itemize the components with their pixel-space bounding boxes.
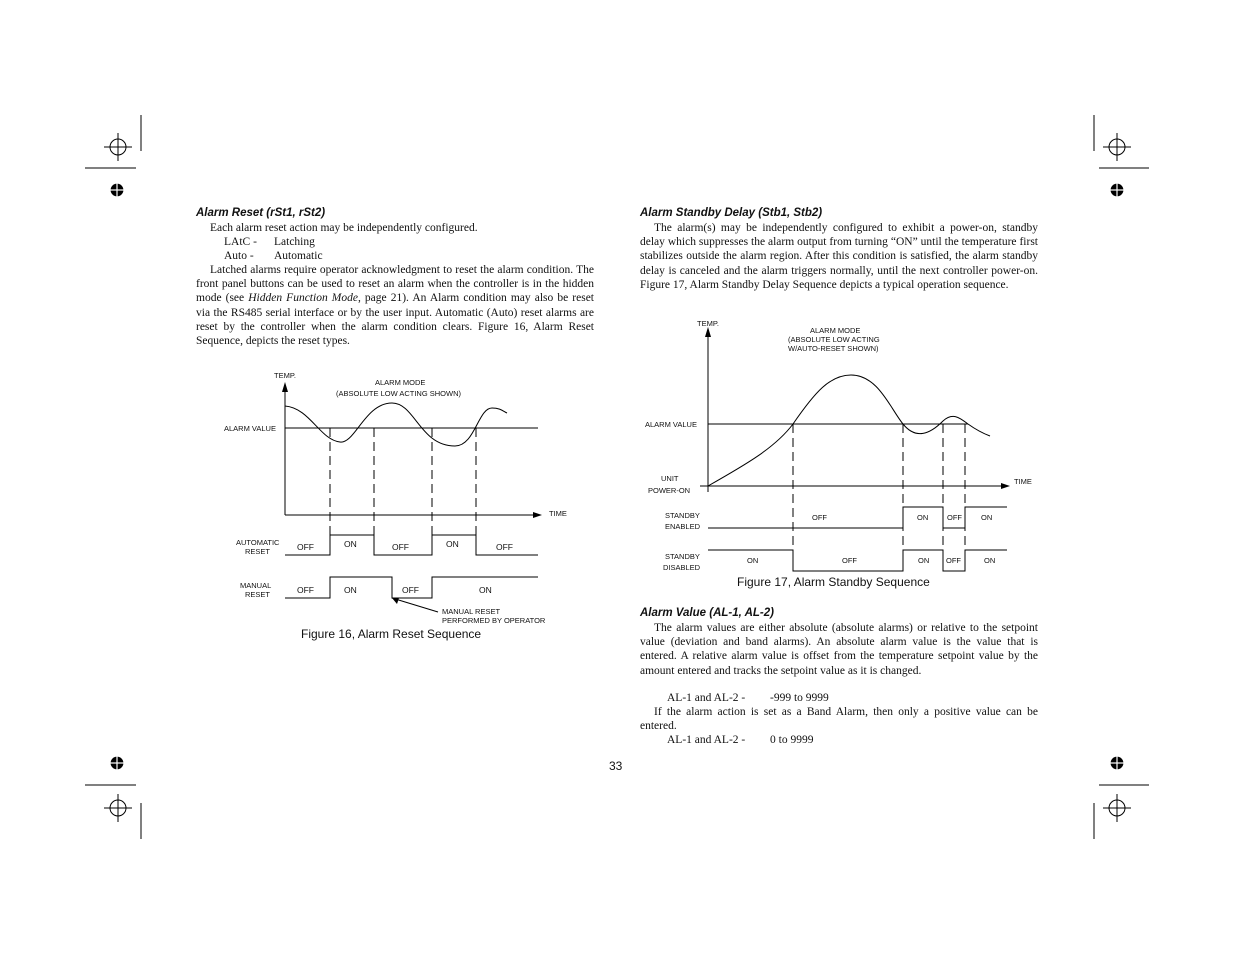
row-label-manual: MANUAL [240,581,272,590]
row-label-automatic: RESET [245,547,271,556]
x-axis-label: TIME [549,509,567,518]
temperature-curve [285,403,507,446]
range-label: AL-1 and AL-2 - [667,734,746,746]
hidden-function-mode-ref: Hidden Function Mode [248,292,358,305]
mode-label: ALARM MODE [375,378,426,387]
band-alarm-note: If the alarm action is set as a Band Alarm, then only a positive value can be entered. [640,706,1038,733]
state-label: ON [479,585,492,595]
range-value: 0 to 9999 [770,734,814,746]
alarm-reset-intro: Each alarm reset action may be independently configured. [210,222,478,234]
note-label: MANUAL RESET [442,607,501,616]
alarm-value-label: ALARM VALUE [645,420,697,429]
option-automatic [224,249,323,263]
alarm-value-heading: Alarm Value (AL-1, AL-2) [640,607,774,619]
body-text: Latched alarms require operator acknowledgment to reset the alarm condition. The front panel buttons can be used to reset an alarm when the controller is in the hidden mode (see [196,264,594,305]
state-label: OFF [297,585,314,595]
state-label: OFF [947,513,962,522]
alarm-value-label: ALARM VALUE [224,424,276,433]
state-label: ON [917,513,929,522]
unit-power-on-label: POWER-ON [648,486,691,495]
option-code: Auto - [224,250,254,262]
manual-reset-pointer [392,598,438,612]
state-label: ON [344,539,357,549]
x-axis-label: TIME [1014,477,1032,486]
y-axis-label: TEMP. [274,371,296,380]
state-label: OFF [297,542,314,552]
option-latching [224,235,315,249]
mode-label: W/AUTO-RESET SHOWN) [788,344,879,353]
range-label: AL-1 and AL-2 - [667,692,746,704]
row-label-enabled: STANDBY [665,511,700,520]
page-number: 33 [609,759,623,773]
state-label: ON [918,556,930,565]
temperature-curve [708,375,990,486]
mode-label: ALARM MODE [810,326,861,335]
range-line-2 [667,733,813,747]
figure-17-alarm-standby-diagram [640,316,1035,578]
row-label-disabled: STANDBY [665,552,700,561]
state-label: ON [446,539,459,549]
state-label: OFF [842,556,857,565]
state-label: ON [981,513,993,522]
alarm-standby-heading: Alarm Standby Delay (Stb1, Stb2) [640,207,823,219]
mode-label: (ABSOLUTE LOW ACTING [788,335,880,344]
body-text: , page 21). An Alarm condition may also be reset via the RS485 serial interface or by the user input. Automatic (Auto) reset alarms are reset by the controller when the alarm condition clears. Figure 16, Alarm Reset Sequence, depicts the reset types. [196,292,594,348]
note-label: PERFORMED BY OPERATOR [442,616,546,625]
range-line-1 [667,691,829,705]
range-value: -999 to 9999 [770,692,829,704]
row-label-enabled: ENABLED [665,522,701,531]
state-label: ON [747,556,759,565]
unit-power-on-label: UNIT [661,474,679,483]
figure-17-caption: Figure 17, Alarm Standby Sequence [737,575,930,589]
alarm-reset-heading: Alarm Reset (rSt1, rSt2) [196,207,326,219]
mode-label: (ABSOLUTE LOW ACTING SHOWN) [336,389,462,398]
row-label-automatic: AUTOMATIC [236,538,280,547]
row-label-disabled: DISABLED [663,563,701,572]
y-axis-label: TEMP. [697,319,719,328]
figure-16-alarm-reset-diagram [220,368,567,630]
alarm-value-body: The alarm values are either absolute (absolute alarms) or relative to the setpoint value (deviation and band alarms). An absolute alarm value is the value that is entered. A relative alarm value is offset from the temperature setpoint value by the amount entered and tracks the setpoint value as it is changed. [640,622,1038,677]
row-label-manual: RESET [245,590,271,599]
state-label: OFF [946,556,961,565]
state-label: OFF [496,542,513,552]
standby-enabled-waveform [708,507,1007,528]
state-label: OFF [392,542,409,552]
option-desc: Latching [274,236,315,248]
alarm-reset-body [196,263,594,348]
alarm-standby-body: The alarm(s) may be independently configured to exhibit a power-on, standby delay which suppresses the alarm output from turning “ON” until the temperature first stabilizes outside the alarm region. After this condition is satisfied, the alarm standby delay is canceled and the alarm triggers normally, until the next controller power-on. Figure 17, Alarm Standby Delay Sequence depicts a typical operation sequence. [640,222,1038,291]
figure-16-caption: Figure 16, Alarm Reset Sequence [301,627,482,641]
option-code: LAtC - [224,236,257,248]
state-label: ON [984,556,996,565]
state-label: OFF [402,585,419,595]
state-label: ON [344,585,357,595]
option-desc: Automatic [274,250,323,262]
state-label: OFF [812,513,827,522]
